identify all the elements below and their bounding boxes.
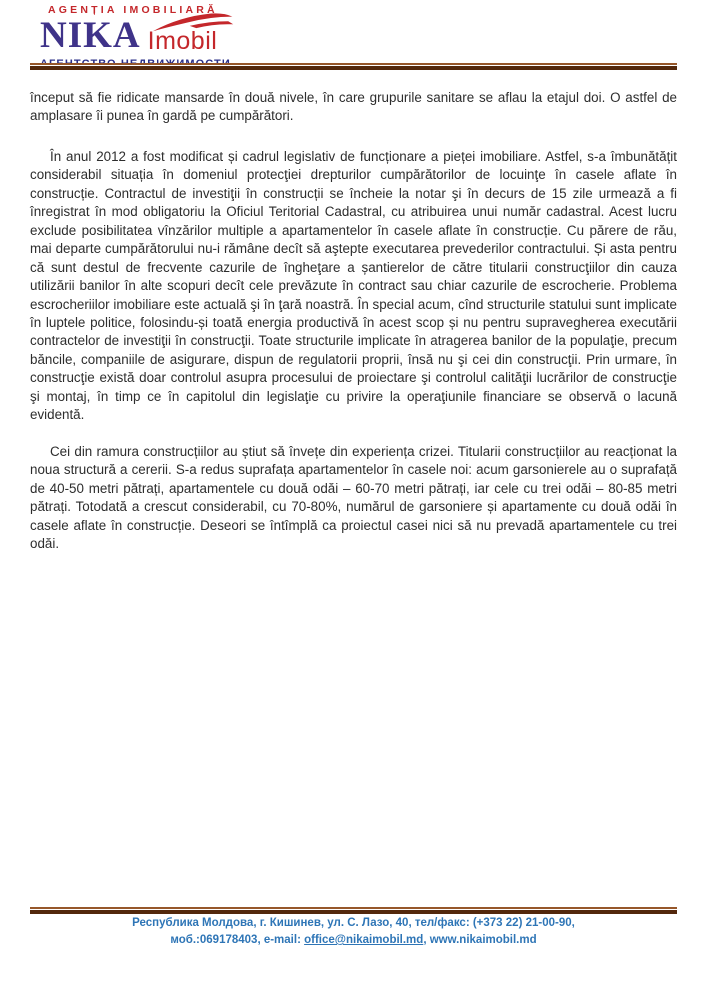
paragraph-3: Cei din ramura construcțiilor au știut să învețe din experiența crizei. Titularii construcțiilor au reacționat la noua structură a cererii. S-a redus suprafața apartamentelor în casele noi: acum garsonierele au o suprafață de 40-50 metri pătrați, apartamentele cu două odăi – 60-70 metri pătrați, iar cele cu trei odăi – 80-85 metri pătrați. Totodată a crescut considerabil, cu 70-80%, numărul de garsoniere și apartamente cu două odăi în casele aflate în construcție. Deseori se întîmplă ca proiectul casei nici să nu prevadă apartamentele cu trei odăi.: [30, 443, 677, 551]
footer-email-link[interactable]: office@nikaimobil.md: [304, 934, 424, 946]
footer-mobile-prefix: моб.:069178403, e-mail:: [170, 934, 305, 946]
footer-address-line: Республика Молдова, г. Кишинев, ул. С. Лазо, 40, тел/факс: (+373 22) 21-00-90,: [132, 917, 575, 929]
logo-brand-name: NIKA: [40, 15, 141, 56]
document-body: [30, 89, 677, 553]
company-logo: [40, 4, 231, 70]
paragraph-1: început să fie ridicate mansarde în două nivele, în care grupurile sanitare se aflau la etajul doi. O astfel de amplasare îi punea în gardă pe cumpărători.: [30, 90, 677, 124]
header-rule: [30, 63, 677, 70]
footer-rule: [30, 907, 677, 914]
roof-swoosh-icon: [152, 12, 234, 32]
logo-brand-row: [40, 15, 231, 56]
footer-contact-info: [30, 915, 677, 949]
paragraph-2: În anul 2012 a fost modificat și cadrul legislativ de funcționare a pieței imobiliare. Astfel, s-a îmbunătățit considerabil situația în domeniul protecţiei drepturilor cumpărătorilor de locuinţe în casele aflate în construcție. Contractul de investiţii în construcții se încheie la notar şi în decurs de 15 zile urmează a fi înregistrat în mod obligatoriu la Oficiul Teritorial Cadastral, cu atribuirea unui număr cadastral. Acest lucru exclude posibilitatea vînzărilor multiple a apartamentelor în casele aflate în construcție. Cu părere de rău, mai departe cumpărătorului nu-i rămâne decît să aştepte executarea prevederilor contractului. Și asta pentru că sunt destul de frecvente cazurile de îngheţare a șantierelor de către titularii construcţiilor din cauza utilizării banilor în alte scopuri decît cele prevăzute în contract sau chiar cazurile de escrocherie. Problema escrocheriilor imobiliare este actuală şi în ţară noastră. În special acum, cînd structurile statului sunt implicate în luptele politice, folosindu-și toată energia productivă în acest scop și nu pentru supravegherea executării contractelor de investiţii în construcţii. Toate structurile implicate în atragerea banilor de la populaţie, precum băncile, companiile de asigurare, dispun de regulatorii proprii, însă nu şi cei din construcţii. Prin urmare, în construcţie există doar controlul asupra procesului de proiectare şi controlul calităţii lucrărilor de construcţie şi montaj, în timp ce în capitolul din legislaţie cu privire la operaţiunile financiare se observă o lacună evidentă.: [30, 148, 677, 423]
logo-brand-suffix: Imobil: [147, 27, 218, 55]
footer-website-suffix: , www.nikaimobil.md: [423, 934, 537, 946]
footer-contacts-line: [30, 932, 677, 949]
logo-tagline-romanian: AGENȚIA IMOBILIARĂ: [48, 4, 218, 16]
